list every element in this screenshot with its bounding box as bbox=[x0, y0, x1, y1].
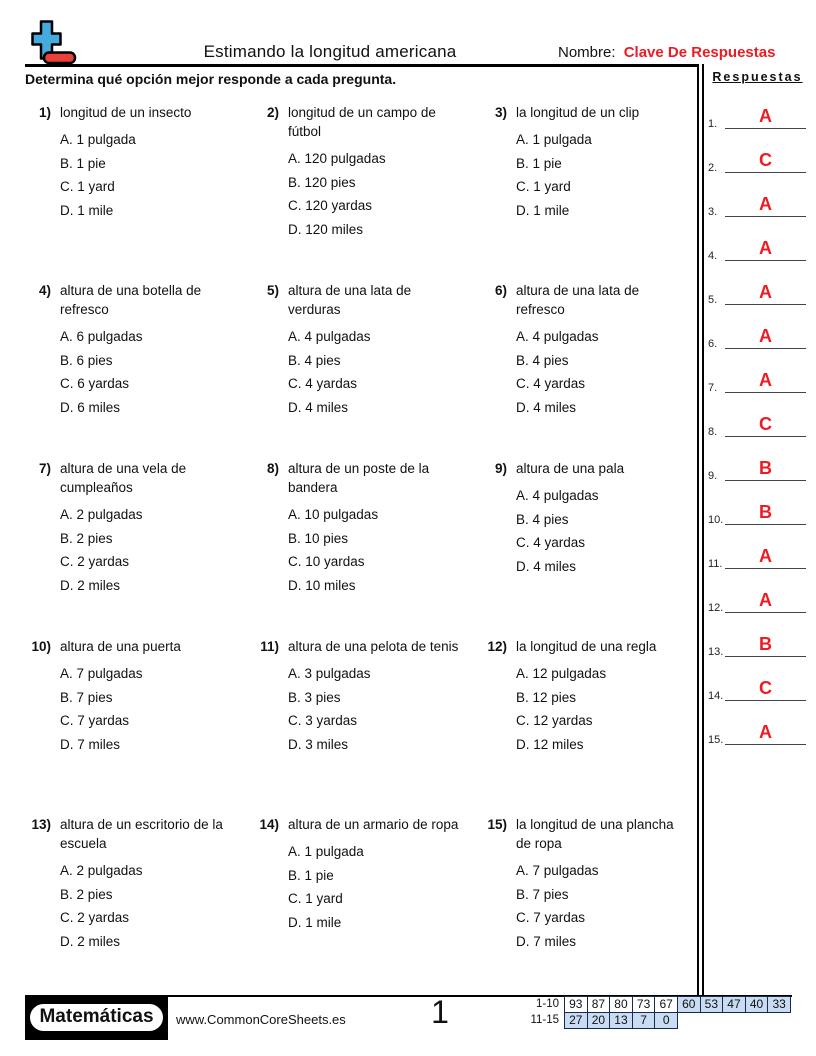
options-list bbox=[516, 662, 697, 756]
question-block bbox=[481, 459, 697, 637]
question-number: 1) bbox=[38, 105, 51, 120]
option-b: B. 7 pies bbox=[60, 689, 113, 705]
score-row-label: 1-10 bbox=[535, 998, 559, 1010]
option-b: B. 6 pies bbox=[60, 352, 113, 368]
option-c: C. 2 yardas bbox=[60, 910, 130, 925]
answer-item bbox=[699, 538, 816, 582]
options-list bbox=[60, 662, 253, 756]
options-list bbox=[516, 484, 697, 578]
question-text: altura de una lata de verduras bbox=[288, 283, 412, 317]
score-cell: 27 bbox=[564, 1012, 588, 1029]
page-title: Estimando la longitud americana bbox=[203, 42, 457, 61]
answer-item bbox=[699, 98, 816, 142]
answer-letter: B bbox=[759, 502, 772, 522]
answer-item bbox=[699, 362, 816, 406]
answer-blank-line bbox=[725, 172, 806, 173]
option-c: C. 2 yardas bbox=[60, 554, 130, 569]
question-number: 12) bbox=[487, 639, 507, 654]
question-block bbox=[253, 459, 481, 637]
option-a: A. 3 pulgadas bbox=[288, 666, 371, 681]
option-c: C. 120 yardas bbox=[288, 198, 373, 213]
answer-blank-line bbox=[725, 304, 806, 305]
answer-number: 10. bbox=[708, 514, 724, 526]
question-block bbox=[25, 637, 253, 815]
question-text: altura de una pelota de tenis bbox=[288, 639, 459, 654]
option-d: D. 1 mile bbox=[516, 202, 570, 218]
option-b: B. 4 pies bbox=[288, 352, 341, 368]
question-text: altura de un armario de ropa bbox=[288, 817, 459, 832]
answer-letter: C bbox=[759, 414, 772, 434]
score-cell: 53 bbox=[700, 996, 724, 1013]
question-text: altura de un escritorio de la escuela bbox=[60, 817, 223, 851]
option-a: A. 12 pulgadas bbox=[516, 666, 607, 681]
option-d: D. 4 miles bbox=[516, 399, 577, 415]
question-number: 8) bbox=[266, 461, 279, 476]
answer-number: 15. bbox=[708, 734, 724, 746]
answer-letter: C bbox=[759, 150, 772, 170]
question-number: 5) bbox=[266, 283, 279, 298]
option-c: C. 4 yardas bbox=[516, 535, 586, 550]
question-text: altura de una vela de cumpleaños bbox=[60, 461, 187, 495]
question-block bbox=[481, 637, 697, 815]
brand-name: Matemáticas bbox=[28, 1002, 164, 1033]
score-cell: 80 bbox=[609, 996, 633, 1013]
answer-blank-line bbox=[725, 260, 806, 261]
option-a: A. 2 pulgadas bbox=[60, 507, 143, 522]
option-d: D. 12 miles bbox=[516, 736, 584, 752]
answer-number: 11. bbox=[708, 558, 723, 570]
question-block bbox=[481, 815, 697, 993]
answer-number: 9. bbox=[708, 470, 718, 482]
questions-grid bbox=[25, 103, 697, 993]
options-list bbox=[516, 128, 697, 222]
answer-number: 3. bbox=[708, 206, 718, 218]
question-number: 11) bbox=[260, 639, 279, 654]
question-text: la longitud de una plancha de ropa bbox=[516, 817, 674, 851]
answer-item bbox=[699, 142, 816, 186]
question-number: 6) bbox=[494, 283, 507, 298]
question-block bbox=[25, 815, 253, 993]
name-row bbox=[558, 44, 798, 61]
score-cell: 0 bbox=[654, 1012, 678, 1029]
option-d: D. 6 miles bbox=[60, 399, 121, 415]
question-number: 4) bbox=[38, 283, 51, 298]
score-cells-white bbox=[565, 996, 678, 1013]
option-a: A. 7 pulgadas bbox=[516, 863, 599, 878]
option-d: D. 2 miles bbox=[60, 933, 121, 949]
score-cell: 47 bbox=[722, 996, 746, 1013]
question-number: 3) bbox=[494, 105, 507, 120]
question-number: 9) bbox=[494, 461, 507, 476]
question-text: altura de un poste de la bandera bbox=[288, 461, 430, 495]
option-a: A. 2 pulgadas bbox=[60, 863, 143, 878]
question-block bbox=[25, 103, 253, 281]
question-text: altura de una lata de refresco bbox=[516, 283, 640, 317]
answers-column bbox=[697, 64, 816, 995]
question-number: 15) bbox=[487, 817, 507, 832]
option-b: B. 1 pie bbox=[516, 155, 562, 171]
answer-blank-line bbox=[725, 436, 806, 437]
score-row-label: 11-15 bbox=[530, 1014, 559, 1026]
option-d: D. 1 mile bbox=[60, 202, 114, 218]
score-cell: 87 bbox=[587, 996, 611, 1013]
answer-item bbox=[699, 230, 816, 274]
option-d: D. 7 miles bbox=[60, 736, 121, 752]
answer-letter: A bbox=[759, 370, 772, 390]
options-list bbox=[288, 503, 481, 597]
option-c: C. 1 yard bbox=[60, 179, 115, 194]
question-number: 10) bbox=[31, 639, 51, 654]
answer-number: 13. bbox=[708, 646, 724, 658]
option-d: D. 3 miles bbox=[288, 736, 349, 752]
answer-item bbox=[699, 318, 816, 362]
answer-blank-line bbox=[725, 480, 806, 481]
score-cell: 67 bbox=[654, 996, 678, 1013]
answer-key-label: Clave De Respuestas bbox=[623, 44, 776, 61]
option-c: C. 4 yardas bbox=[288, 376, 358, 391]
brand-logo bbox=[25, 995, 168, 1040]
question-number: 13) bbox=[31, 817, 51, 832]
options-list bbox=[60, 859, 253, 953]
option-c: C. 4 yardas bbox=[516, 376, 586, 391]
score-cell: 33 bbox=[767, 996, 791, 1013]
question-block bbox=[253, 815, 481, 993]
option-d: D. 4 miles bbox=[516, 558, 577, 574]
score-cells-blue bbox=[678, 996, 791, 1013]
option-b: B. 1 pie bbox=[60, 155, 106, 171]
option-a: A. 10 pulgadas bbox=[288, 507, 379, 522]
answer-item bbox=[699, 670, 816, 714]
options-list bbox=[516, 859, 697, 953]
question-number: 7) bbox=[38, 461, 51, 476]
question-text: altura de una botella de refresco bbox=[60, 283, 202, 317]
option-b: B. 120 pies bbox=[288, 174, 356, 190]
answer-blank-line bbox=[725, 612, 806, 613]
options-list bbox=[60, 128, 253, 222]
answer-blank-line bbox=[725, 524, 806, 525]
answer-letter: A bbox=[759, 326, 772, 346]
option-a: A. 1 pulgada bbox=[516, 132, 592, 147]
option-c: C. 7 yardas bbox=[60, 713, 130, 728]
score-table bbox=[509, 996, 791, 1029]
option-a: A. 4 pulgadas bbox=[516, 329, 599, 344]
option-b: B. 2 pies bbox=[60, 530, 113, 546]
option-b: B. 10 pies bbox=[288, 530, 349, 546]
score-cell: 13 bbox=[609, 1012, 633, 1029]
answer-item bbox=[699, 186, 816, 230]
plus-minus-logo-icon bbox=[31, 20, 77, 65]
question-block bbox=[481, 281, 697, 459]
answer-item bbox=[699, 494, 816, 538]
answer-number: 8. bbox=[708, 426, 718, 438]
question-number: 2) bbox=[266, 105, 279, 120]
answer-letter: A bbox=[759, 282, 772, 302]
question-number: 14) bbox=[259, 817, 279, 832]
question-block bbox=[253, 637, 481, 815]
name-label: Nombre: bbox=[558, 44, 616, 61]
options-list bbox=[288, 147, 481, 241]
options-list bbox=[60, 503, 253, 597]
answer-item bbox=[699, 714, 816, 758]
option-c: C. 1 yard bbox=[516, 179, 571, 194]
answer-letter: A bbox=[759, 194, 772, 214]
score-cells-blue bbox=[565, 1012, 678, 1029]
options-list bbox=[60, 325, 253, 419]
question-block bbox=[253, 103, 481, 281]
answers-list bbox=[699, 98, 816, 758]
option-c: C. 10 yardas bbox=[288, 554, 365, 569]
option-d: D. 1 mile bbox=[288, 914, 342, 930]
answer-blank-line bbox=[725, 656, 806, 657]
option-b: B. 7 pies bbox=[516, 886, 569, 902]
score-cell: 40 bbox=[745, 996, 769, 1013]
question-text: longitud de un insecto bbox=[60, 105, 192, 120]
option-d: D. 120 miles bbox=[288, 221, 364, 237]
answers-header: Respuestas bbox=[712, 70, 803, 84]
option-a: A. 4 pulgadas bbox=[516, 488, 599, 503]
answer-letter: A bbox=[759, 590, 772, 610]
answer-blank-line bbox=[725, 700, 806, 701]
option-a: A. 1 pulgada bbox=[60, 132, 136, 147]
website-url: www.CommonCoreSheets.es bbox=[176, 1012, 346, 1027]
question-text: la longitud de una regla bbox=[516, 639, 657, 654]
option-a: A. 120 pulgadas bbox=[288, 151, 386, 166]
answer-item bbox=[699, 582, 816, 626]
question-text: altura de una pala bbox=[516, 461, 625, 476]
answer-letter: C bbox=[759, 678, 772, 698]
option-c: C. 7 yardas bbox=[516, 910, 586, 925]
score-cell: 73 bbox=[632, 996, 656, 1013]
answer-letter: A bbox=[759, 238, 772, 258]
answer-item bbox=[699, 626, 816, 670]
answer-number: 12. bbox=[708, 602, 724, 614]
option-b: B. 2 pies bbox=[60, 886, 113, 902]
answer-blank-line bbox=[725, 128, 806, 129]
question-text: longitud de un campo de fútbol bbox=[288, 105, 436, 139]
option-a: A. 6 pulgadas bbox=[60, 329, 143, 344]
page-number: 1 bbox=[431, 994, 449, 1030]
option-b: B. 3 pies bbox=[288, 689, 341, 705]
answer-item bbox=[699, 450, 816, 494]
option-c: C. 6 yardas bbox=[60, 376, 130, 391]
answer-number: 1. bbox=[708, 118, 718, 130]
score-cell: 60 bbox=[677, 996, 701, 1013]
option-b: B. 12 pies bbox=[516, 689, 577, 705]
answer-letter: B bbox=[759, 458, 772, 478]
question-text: la longitud de un clip bbox=[516, 105, 640, 120]
score-cell: 20 bbox=[587, 1012, 611, 1029]
score-cell: 93 bbox=[564, 996, 588, 1013]
options-list bbox=[288, 662, 481, 756]
answer-item bbox=[699, 274, 816, 318]
score-cell: 7 bbox=[632, 1012, 656, 1029]
answer-number: 14. bbox=[708, 690, 724, 702]
option-d: D. 2 miles bbox=[60, 577, 121, 593]
option-a: A. 1 pulgada bbox=[288, 844, 364, 859]
option-b: B. 4 pies bbox=[516, 352, 569, 368]
answer-blank-line bbox=[725, 392, 806, 393]
answer-item bbox=[699, 406, 816, 450]
answer-letter: A bbox=[759, 546, 772, 566]
option-d: D. 4 miles bbox=[288, 399, 349, 415]
answer-blank-line bbox=[725, 744, 806, 745]
options-list bbox=[516, 325, 697, 419]
question-block bbox=[253, 281, 481, 459]
answer-number: 2. bbox=[708, 162, 718, 174]
answer-letter: A bbox=[759, 722, 772, 742]
score-row-1 bbox=[509, 996, 791, 1013]
answer-blank-line bbox=[725, 348, 806, 349]
option-b: B. 1 pie bbox=[288, 867, 334, 883]
answer-letter: A bbox=[759, 106, 772, 126]
option-a: A. 7 pulgadas bbox=[60, 666, 143, 681]
option-a: A. 4 pulgadas bbox=[288, 329, 371, 344]
question-text: altura de una puerta bbox=[60, 639, 181, 654]
header-divider bbox=[25, 64, 697, 67]
option-c: C. 3 yardas bbox=[288, 713, 358, 728]
option-d: D. 7 miles bbox=[516, 933, 577, 949]
answer-number: 6. bbox=[708, 338, 718, 350]
answer-number: 5. bbox=[708, 294, 718, 306]
option-c: C. 1 yard bbox=[288, 891, 343, 906]
question-block bbox=[25, 459, 253, 637]
question-block bbox=[481, 103, 697, 281]
instruction-text: Determina qué opción mejor responde a cada pregunta. bbox=[25, 71, 397, 87]
answer-number: 4. bbox=[708, 250, 718, 262]
answer-number: 7. bbox=[708, 382, 718, 394]
answer-blank-line bbox=[725, 568, 806, 569]
options-list bbox=[288, 840, 481, 934]
options-list bbox=[288, 325, 481, 419]
answer-blank-line bbox=[725, 216, 806, 217]
score-row-2 bbox=[509, 1012, 791, 1029]
question-block bbox=[25, 281, 253, 459]
answer-letter: B bbox=[759, 634, 772, 654]
option-d: D. 10 miles bbox=[288, 577, 356, 593]
option-c: C. 12 yardas bbox=[516, 713, 593, 728]
option-b: B. 4 pies bbox=[516, 511, 569, 527]
